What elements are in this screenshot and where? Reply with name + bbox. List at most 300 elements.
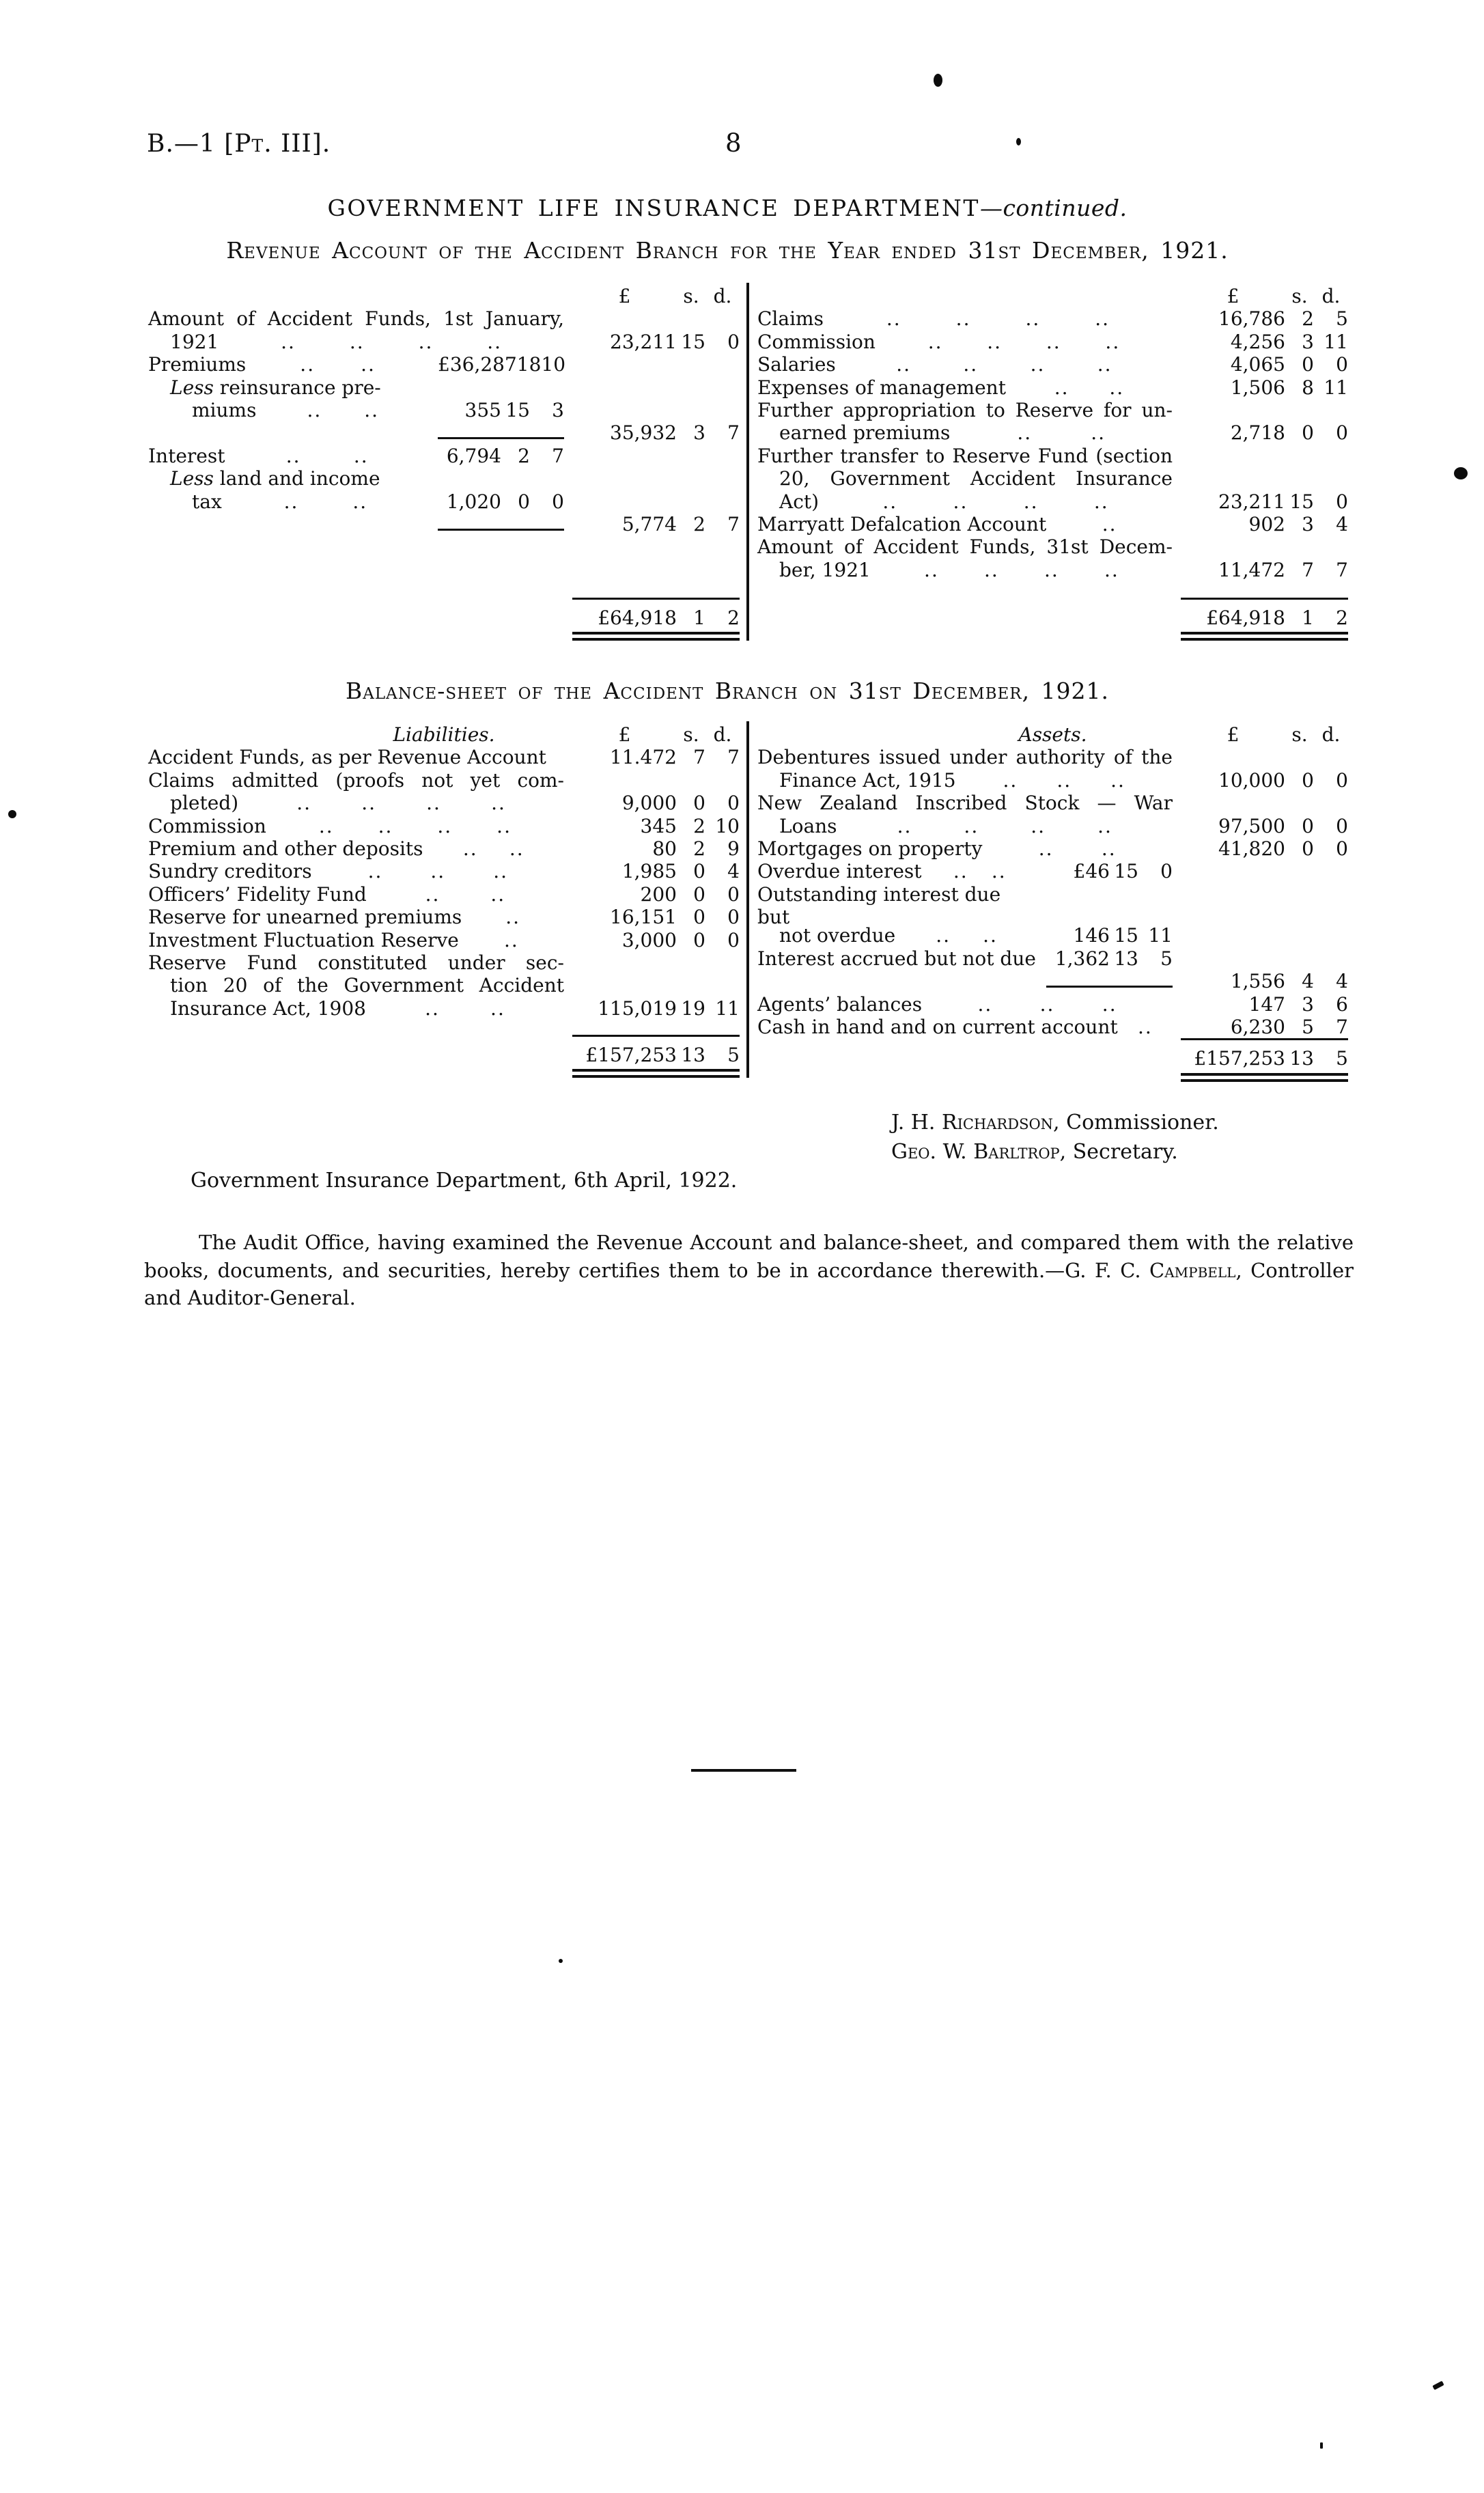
row-label — [757, 399, 1173, 421]
amount-shillings: 2 — [693, 837, 705, 861]
commissioner-name: J. H. Richardson, — [891, 1111, 1060, 1134]
amount-shillings: 15 — [681, 330, 705, 353]
outer-amount — [572, 837, 740, 860]
amount-pence: 0 — [727, 792, 740, 815]
total-row — [148, 1035, 740, 1078]
account-row — [148, 769, 740, 792]
row-label — [757, 860, 1038, 882]
amount-shillings: 2 — [693, 513, 705, 536]
amount-pounds: £ — [618, 285, 631, 307]
secretary-signature — [891, 1140, 1178, 1164]
total-amount — [572, 598, 740, 641]
row-label-text: Sundry creditors — [148, 860, 312, 883]
row-label — [148, 951, 564, 974]
account-row — [757, 331, 1348, 353]
leader-dots: .. .. — [307, 399, 380, 422]
account-row — [757, 882, 1348, 929]
page-number: 8 — [725, 128, 742, 158]
row-label-text: 1921 — [170, 330, 219, 353]
amount-shillings: 18 — [516, 353, 542, 376]
outer-amount — [572, 815, 740, 837]
row-label — [148, 490, 430, 513]
inner-amount — [438, 490, 564, 513]
amount-shillings: 0 — [1302, 837, 1314, 860]
account-row — [757, 559, 1348, 581]
amount-pounds: 4,256 — [1230, 330, 1285, 353]
outer-amount — [1181, 559, 1348, 581]
revenue-expenditure-column — [746, 283, 1352, 641]
account-row — [757, 746, 1348, 768]
amount-pounds: £64,918 — [1206, 606, 1285, 629]
amount-pounds: 9,000 — [621, 792, 677, 815]
row-label — [148, 445, 430, 467]
amount-pence: 11 — [1324, 376, 1348, 399]
department-title-text: GOVERNMENT LIFE INSURANCE DEPARTMENT — [327, 195, 980, 221]
account-row — [757, 535, 1348, 558]
row-label-text: Expenses of management — [757, 376, 1006, 399]
subtotal-rule-area — [438, 529, 564, 531]
account-row — [757, 490, 1348, 513]
amount-shillings: 15 — [1289, 490, 1314, 513]
amount-pounds: 200 — [640, 882, 677, 906]
leader-dots: .. .. .. — [977, 992, 1117, 1016]
outer-amount — [1181, 513, 1348, 535]
row-label — [148, 929, 564, 951]
account-row — [148, 331, 740, 353]
amount-shillings: 15 — [1114, 924, 1138, 947]
row-label — [757, 307, 1173, 330]
row-label — [148, 399, 430, 421]
inner-amount — [1046, 924, 1173, 947]
row-label-text: tion 20 of the Government Accident — [170, 974, 564, 997]
outer-amount — [1181, 970, 1348, 992]
department-title-continued: —continued. — [979, 195, 1128, 221]
row-label — [757, 467, 1173, 490]
row-label-text: Accident Funds, as per Revenue Account — [148, 746, 546, 769]
amount-pence: d. — [1321, 285, 1341, 307]
leader-dots: .. .. .. .. — [318, 814, 512, 837]
amount-pence: 5 — [1336, 1047, 1348, 1070]
ink-speck — [1320, 2442, 1323, 2449]
row-label — [148, 792, 564, 814]
row-label — [148, 376, 430, 399]
outer-amount — [572, 860, 740, 882]
amount-pence: 0 — [1336, 837, 1348, 860]
row-label — [148, 883, 564, 906]
column-title: Assets. — [1018, 723, 1087, 746]
row-label — [148, 307, 564, 330]
document-reference: B.—1 [Pt. III]. — [147, 130, 331, 158]
amount-pounds: 1,506 — [1230, 376, 1285, 399]
leader-dots: .. — [505, 906, 521, 929]
row-label — [757, 815, 1173, 837]
leader-dots: .. .. .. .. — [897, 814, 1112, 837]
row-label-text: ber, 1921 — [779, 558, 871, 581]
row-label — [757, 993, 1173, 1016]
leader-dots: .. .. .. .. — [924, 558, 1119, 581]
row-label — [757, 924, 1038, 947]
row-label-text: Premiums — [148, 353, 247, 376]
leader-dots: .. — [1137, 1016, 1153, 1038]
secretary-name: Geo. W. Barltrop, — [891, 1140, 1067, 1164]
account-row — [757, 399, 1348, 421]
amount-pounds: 6,230 — [1230, 1016, 1285, 1038]
row-label-text: pleted) — [170, 792, 239, 815]
account-row — [757, 376, 1348, 399]
row-label — [148, 974, 564, 997]
amount-pounds: 345 — [640, 814, 677, 837]
row-label-text: Reserve Fund constituted under sec- — [148, 951, 564, 975]
amount-shillings: 2 — [1302, 307, 1314, 331]
amount-pence: 0 — [727, 882, 740, 906]
amount-shillings: 3 — [693, 421, 705, 445]
amount-pounds: 1,556 — [1230, 970, 1285, 993]
amount-pence: 7 — [1336, 558, 1348, 581]
column-header-row — [148, 285, 740, 307]
row-label — [148, 906, 564, 928]
total-row — [757, 1038, 1348, 1078]
ink-speck — [559, 1959, 563, 1963]
outer-amount — [572, 792, 740, 814]
leader-dots: .. .. .. .. — [296, 792, 506, 815]
subtotal-rule — [438, 529, 564, 531]
outer-amount — [1181, 421, 1348, 444]
row-label-text: New Zealand Inscribed Stock — War — [757, 792, 1173, 815]
row-label — [757, 947, 1038, 970]
amount-pounds: 11,472 — [1218, 558, 1285, 581]
leader-dots: .. .. — [462, 837, 524, 861]
amount-pence: 4 — [727, 860, 740, 883]
leader-dots: .. .. — [1038, 837, 1117, 860]
account-row — [148, 906, 740, 928]
row-label-text: Less reinsurance pre- — [170, 376, 381, 399]
outer-amount — [572, 331, 740, 353]
amount-shillings: 0 — [1302, 814, 1314, 837]
amount-pounds: 146 — [1073, 924, 1110, 947]
row-label-text: Marryatt Defalcation Account — [757, 513, 1047, 536]
amount-pounds: £46 — [1073, 860, 1110, 883]
amount-pence: 11 — [1324, 330, 1348, 353]
account-row — [148, 860, 740, 882]
subtotal-rule-area — [438, 437, 564, 439]
amount-pence: 11 — [715, 997, 740, 1020]
account-row — [148, 445, 740, 467]
account-row — [148, 883, 740, 906]
amount-shillings: 0 — [1302, 421, 1314, 445]
account-row — [148, 421, 740, 444]
row-label — [148, 860, 564, 882]
row-label — [148, 746, 564, 768]
leader-dots: .. — [504, 928, 519, 951]
amount-pence: 0 — [727, 906, 740, 929]
row-label-text: Less land and income — [170, 467, 380, 490]
revenue-account-table — [102, 283, 1352, 641]
amount-pence: 11 — [1148, 924, 1173, 947]
account-row — [148, 746, 740, 768]
balance-sheet-title: Balance-sheet of the Accident Branch on 31st December, 1921. — [345, 678, 1110, 704]
total-row — [148, 598, 740, 641]
account-row — [148, 815, 740, 837]
row-label — [148, 769, 564, 792]
amount-pounds: 35,932 — [610, 421, 677, 445]
amount-pence: 5 — [727, 1043, 740, 1066]
amount-pounds: 23,211 — [1218, 490, 1285, 513]
amount-pence: 7 — [727, 513, 740, 536]
amount-shillings: 1 — [693, 606, 705, 629]
outer-amount — [572, 997, 740, 1020]
audit-text: The Audit Office, having examined the Revenue Account and balance-sheet, and compared them with the relative books, documents, and securities, hereby certifies them to be in accordance therewith.— — [144, 1231, 1354, 1282]
money-column-header — [1181, 285, 1348, 307]
row-label-text: Claims admitted (proofs not yet com- — [148, 768, 564, 792]
account-row — [757, 1016, 1348, 1038]
amount-pounds: 1,985 — [621, 860, 677, 883]
account-row — [757, 792, 1348, 814]
row-label-text: miums — [192, 399, 257, 422]
row-label-text: not overdue — [779, 924, 896, 947]
row-label — [148, 467, 430, 490]
amount-pence: 7 — [727, 421, 740, 445]
account-row — [148, 951, 740, 974]
outer-amount — [572, 513, 740, 535]
row-label-text: Amount of Accident Funds, 31st Decem- — [757, 535, 1173, 559]
account-row — [757, 467, 1348, 490]
amount-pounds: 355 — [464, 399, 501, 422]
row-label-text: Commission — [757, 330, 876, 353]
leader-dots: .. .. .. — [1003, 768, 1125, 792]
amount-pence: 2 — [727, 606, 740, 629]
account-row — [757, 993, 1348, 1016]
row-label-text: Commission — [148, 814, 266, 837]
row-label-text: Debentures issued under authority of the — [757, 746, 1173, 769]
outer-amount — [1181, 769, 1348, 792]
leader-dots: .. .. — [285, 444, 369, 467]
revenue-account-title: Revenue Account of the Accident Branch for the Year ended 31st December, 1921. — [226, 237, 1229, 264]
account-row — [148, 929, 740, 951]
department-title — [102, 195, 1352, 221]
row-label-text: Overdue interest — [757, 860, 922, 883]
amount-shillings: 13 — [1114, 947, 1138, 970]
amount-shillings: 0 — [693, 906, 705, 929]
amount-pence: 0 — [1336, 768, 1348, 792]
leader-dots: .. .. — [936, 924, 998, 947]
section-divider-rule — [691, 1769, 796, 1772]
account-row — [148, 307, 740, 330]
leader-dots: .. .. — [1054, 376, 1125, 399]
row-label-text: Investment Fluctuation Reserve — [148, 928, 459, 951]
row-label-text: tax — [192, 490, 222, 513]
amount-shillings: s. — [1291, 723, 1308, 746]
row-label — [757, 837, 1173, 860]
amount-shillings: s. — [683, 723, 699, 746]
row-label — [148, 331, 564, 353]
amount-pounds: £ — [1227, 285, 1240, 307]
outer-amount — [1181, 331, 1348, 353]
row-label — [757, 559, 1173, 581]
leader-dots: .. .. .. .. — [882, 490, 1109, 513]
outer-amount — [1181, 815, 1348, 837]
amount-pounds: £36,287 — [438, 353, 517, 376]
amount-pence: 0 — [727, 330, 740, 353]
ink-speck — [1454, 467, 1468, 479]
amount-pounds: 902 — [1248, 513, 1285, 536]
audit-certification — [144, 1229, 1354, 1312]
row-label-text: Loans — [779, 814, 837, 837]
account-row — [757, 947, 1348, 970]
column-header-row — [148, 723, 740, 746]
amount-pounds: £157,253 — [1194, 1047, 1285, 1070]
leader-dots: .. .. — [283, 490, 368, 513]
amount-pounds: 10,000 — [1218, 768, 1285, 792]
row-label — [757, 769, 1173, 792]
amount-pounds: 2,718 — [1230, 421, 1285, 445]
amount-pounds: £ — [618, 723, 631, 746]
amount-pence: 10 — [541, 353, 566, 376]
row-label-text: Further transfer to Reserve Fund (section — [757, 444, 1173, 467]
leader-dots: .. .. — [300, 353, 376, 376]
total-row — [757, 598, 1348, 641]
account-row — [757, 353, 1348, 376]
column-header-row — [757, 723, 1348, 746]
subtotal-rule-area — [1046, 986, 1173, 988]
account-row — [757, 421, 1348, 444]
account-row — [757, 513, 1348, 535]
leader-dots: .. .. .. .. — [886, 307, 1110, 331]
amount-pounds: £ — [1227, 723, 1240, 746]
amount-pence: d. — [1321, 723, 1341, 746]
inner-amount — [1046, 860, 1173, 882]
leader-dots: .. .. .. .. — [281, 330, 503, 353]
account-row — [148, 837, 740, 860]
amount-pounds: 23,211 — [610, 330, 677, 353]
amount-pence: 4 — [1336, 513, 1348, 536]
subtotal-rule — [438, 437, 564, 439]
amount-pounds: 11.472 — [610, 746, 677, 769]
row-label-text: Interest accrued but not due — [757, 947, 1036, 970]
row-label-text: Officers’ Fidelity Fund — [148, 882, 367, 906]
row-label — [757, 883, 1038, 929]
column-header-row — [757, 285, 1348, 307]
amount-pence: 2 — [1336, 606, 1348, 629]
total-amount — [1181, 1038, 1348, 1081]
account-row — [148, 490, 740, 513]
amount-pounds: 97,500 — [1218, 814, 1285, 837]
account-row — [757, 860, 1348, 882]
account-row — [148, 792, 740, 814]
row-label — [148, 837, 564, 860]
row-label — [148, 997, 564, 1020]
money-column-header — [572, 285, 740, 307]
column-title: Liabilities. — [393, 723, 495, 746]
outer-amount — [572, 929, 740, 951]
amount-shillings: 15 — [505, 399, 530, 422]
leader-dots: .. .. .. — [367, 860, 508, 883]
account-row — [757, 924, 1348, 947]
outer-amount — [572, 906, 740, 928]
leader-dots: .. .. — [425, 997, 505, 1020]
inner-amount — [438, 353, 564, 376]
amount-pence: 10 — [715, 814, 740, 837]
amount-shillings: 1 — [1302, 606, 1314, 629]
account-row — [757, 769, 1348, 792]
amount-shillings: 15 — [1114, 860, 1138, 883]
account-row — [148, 997, 740, 1020]
amount-shillings: 8 — [1302, 376, 1314, 399]
amount-pence: 6 — [1336, 992, 1348, 1016]
assets-column — [746, 721, 1352, 1078]
row-label — [757, 353, 1173, 376]
ink-speck — [8, 810, 16, 818]
amount-pounds: 80 — [652, 837, 677, 861]
leader-dots: .. .. .. .. — [896, 353, 1112, 376]
amount-pence: 0 — [1336, 353, 1348, 376]
commissioner-title: Commissioner. — [1066, 1111, 1219, 1134]
leader-dots: .. .. — [1017, 421, 1106, 445]
amount-shillings: 0 — [693, 860, 705, 883]
amount-pounds: 115,019 — [598, 997, 677, 1020]
amount-pounds: 16,151 — [610, 906, 677, 929]
amount-pence: 5 — [1336, 307, 1348, 331]
amount-pounds: 147 — [1248, 992, 1285, 1016]
amount-pounds: 6,794 — [446, 444, 501, 467]
amount-pounds: 1,362 — [1054, 947, 1110, 970]
amount-shillings: 0 — [693, 928, 705, 951]
outer-amount — [572, 746, 740, 768]
row-label-text: Agents’ balances — [757, 992, 923, 1016]
amount-pence: 7 — [552, 444, 564, 467]
outer-amount — [1181, 490, 1348, 513]
leader-dots: .. .. — [953, 860, 1007, 883]
amount-pence: 9 — [727, 837, 740, 861]
amount-shillings: 0 — [1302, 768, 1314, 792]
account-row — [148, 974, 740, 997]
amount-pounds: 1,020 — [446, 490, 501, 513]
amount-pounds: 4,065 — [1230, 353, 1285, 376]
amount-shillings: 3 — [1302, 992, 1314, 1016]
ink-speck — [1432, 2381, 1444, 2391]
amount-shillings: 5 — [1302, 1016, 1314, 1038]
row-label — [757, 792, 1173, 814]
row-label-text: Further appropriation to Reserve for un- — [757, 399, 1173, 422]
amount-pence: 0 — [1336, 490, 1348, 513]
row-label-text: Insurance Act, 1908 — [170, 997, 366, 1020]
account-row — [148, 467, 740, 490]
account-row — [757, 837, 1348, 860]
amount-pounds: £157,253 — [585, 1043, 677, 1066]
row-label — [757, 331, 1173, 353]
amount-pence: 0 — [1336, 814, 1348, 837]
leader-dots: .. — [1102, 513, 1117, 536]
row-label-text: Finance Act, 1915 — [779, 768, 956, 792]
liabilities-column — [102, 721, 746, 1078]
row-label — [757, 535, 1173, 558]
amount-shillings: 0 — [693, 792, 705, 815]
outer-amount — [572, 421, 740, 444]
row-label-text: Amount of Accident Funds, 1st January, — [148, 307, 564, 331]
row-label — [757, 376, 1173, 399]
amount-pounds: 16,786 — [1218, 307, 1285, 331]
row-label-text: Cash in hand and on current account — [757, 1016, 1118, 1038]
subtotal-rule — [1046, 986, 1173, 988]
amount-shillings: 13 — [681, 1043, 705, 1066]
amount-shillings: s. — [683, 285, 699, 307]
leader-dots: .. .. .. .. — [927, 330, 1121, 353]
amount-pence: d. — [713, 723, 732, 746]
row-label-text: 20, Government Accident Insurance — [779, 467, 1173, 490]
amount-pence: 0 — [1160, 860, 1173, 883]
row-label — [148, 353, 430, 376]
row-label-text: Interest — [148, 444, 225, 467]
secretary-title: Secretary. — [1072, 1140, 1178, 1164]
